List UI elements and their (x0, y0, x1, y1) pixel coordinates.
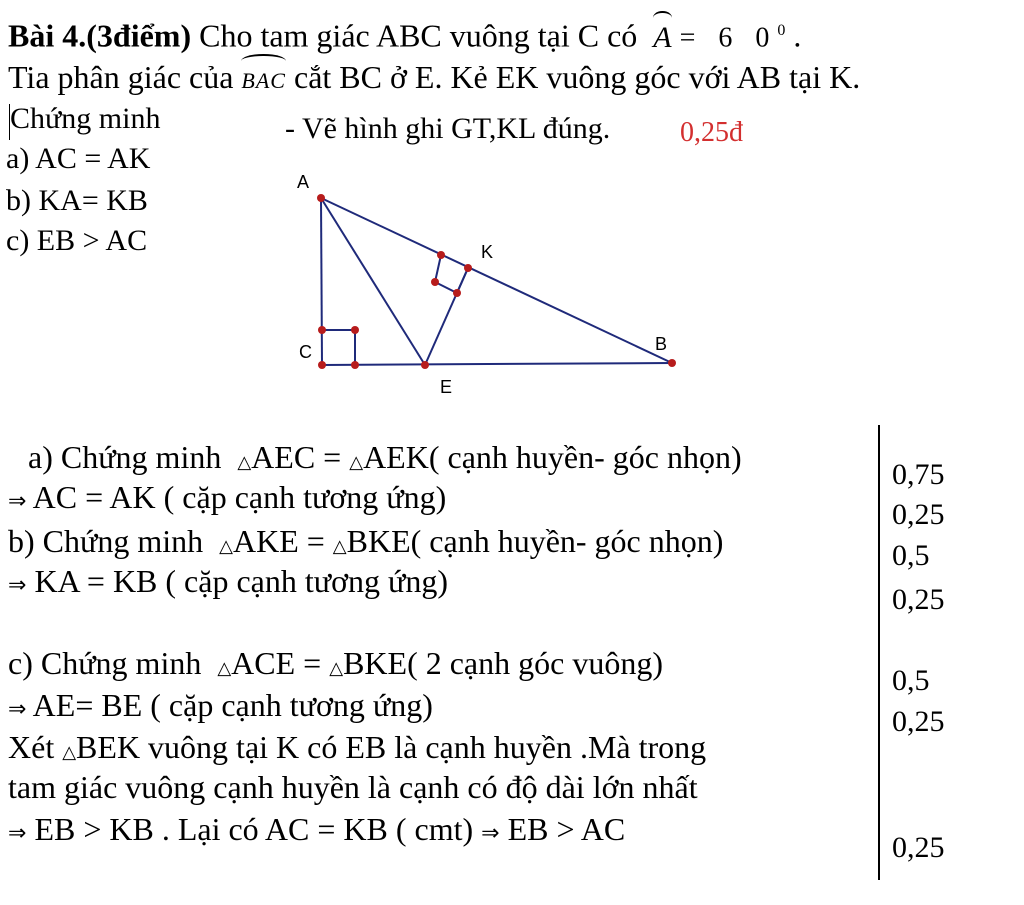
label-b: B (655, 334, 668, 354)
point-k-mark-2 (431, 278, 439, 286)
angle-a-symbol: A (653, 19, 671, 57)
draw-points: 0,25đ (680, 117, 743, 148)
point-c (318, 361, 326, 369)
solution-c1: c) Chứng minh △ACE = △BKE( 2 cạnh góc vuông) (8, 645, 663, 681)
solution-c4: tam giác vuông cạnh huyền là cạnh có độ dài lớn nhất (8, 769, 698, 805)
line2-end: cắt BC ở E. Kẻ EK vuông góc với AB tại K. (293, 59, 861, 95)
prove-heading: Chứng minh (10, 102, 161, 135)
problem-intro: Cho tam giác ABC vuông tại C có (199, 17, 638, 54)
score-divider (878, 425, 880, 880)
segment-cb (322, 363, 672, 365)
angle-a-value: = 6 0 (679, 22, 778, 54)
score-c5: 0,25 (892, 831, 945, 864)
score-b2: 0,25 (892, 583, 945, 616)
label-e: E (440, 377, 453, 397)
score-c2: 0,25 (892, 705, 945, 738)
solution-c3: Xét △BEK vuông tại K có EB là cạnh huyền .Mà trong (8, 729, 707, 765)
line2-start: Tia phân giác của (8, 59, 234, 95)
label-a: A (297, 172, 310, 192)
angle-bac-symbol: BAC (241, 62, 286, 100)
point-a (317, 194, 325, 202)
solution-a1: a) Chứng minh △AEC = △AEK( cạnh huyền- góc nhọn) (28, 439, 742, 475)
point-c-mark-3 (351, 361, 359, 369)
right-angle-k (435, 255, 468, 293)
right-angle-c (322, 330, 355, 365)
solution-a2: ⇒ AC = AK ( cặp cạnh tương ứng) (8, 479, 447, 515)
point-k (464, 264, 472, 272)
score-c1: 0,5 (892, 664, 930, 697)
score-a2: 0,25 (892, 498, 945, 531)
segment-ab (321, 198, 672, 363)
degree-mark: 0 (777, 22, 786, 39)
claim-c: c) EB > AC (6, 224, 148, 257)
score-b1: 0,5 (892, 539, 930, 572)
label-c: C (299, 342, 312, 362)
point-k-mark-1 (437, 251, 445, 259)
angle-end: . (793, 17, 802, 54)
solution-c5: ⇒ EB > KB . Lại có AC = KB ( cmt) ⇒ EB > AC (8, 811, 626, 847)
problem-title: Bài 4.(3điểm) (8, 17, 192, 54)
point-c-mark-2 (351, 326, 359, 334)
claim-b: b) KA= KB (6, 184, 148, 217)
point-k-mark-3 (453, 289, 461, 297)
point-b (668, 359, 676, 367)
label-k: K (481, 242, 494, 262)
solution-b2: ⇒ KA = KB ( cặp cạnh tương ứng) (8, 563, 449, 599)
score-a1: 0,75 (892, 458, 945, 491)
solution-c2: ⇒ AE= BE ( cặp cạnh tương ứng) (8, 687, 433, 723)
point-c-mark-1 (318, 326, 326, 334)
draw-note: - Vẽ hình ghi GT,KL đúng. (285, 112, 611, 145)
solution-b1: b) Chứng minh △AKE = △BKE( cạnh huyền- góc nhọn) (8, 523, 724, 559)
segment-ac (321, 198, 322, 365)
claim-a: a) AC = AK (6, 142, 151, 175)
point-e (421, 361, 429, 369)
